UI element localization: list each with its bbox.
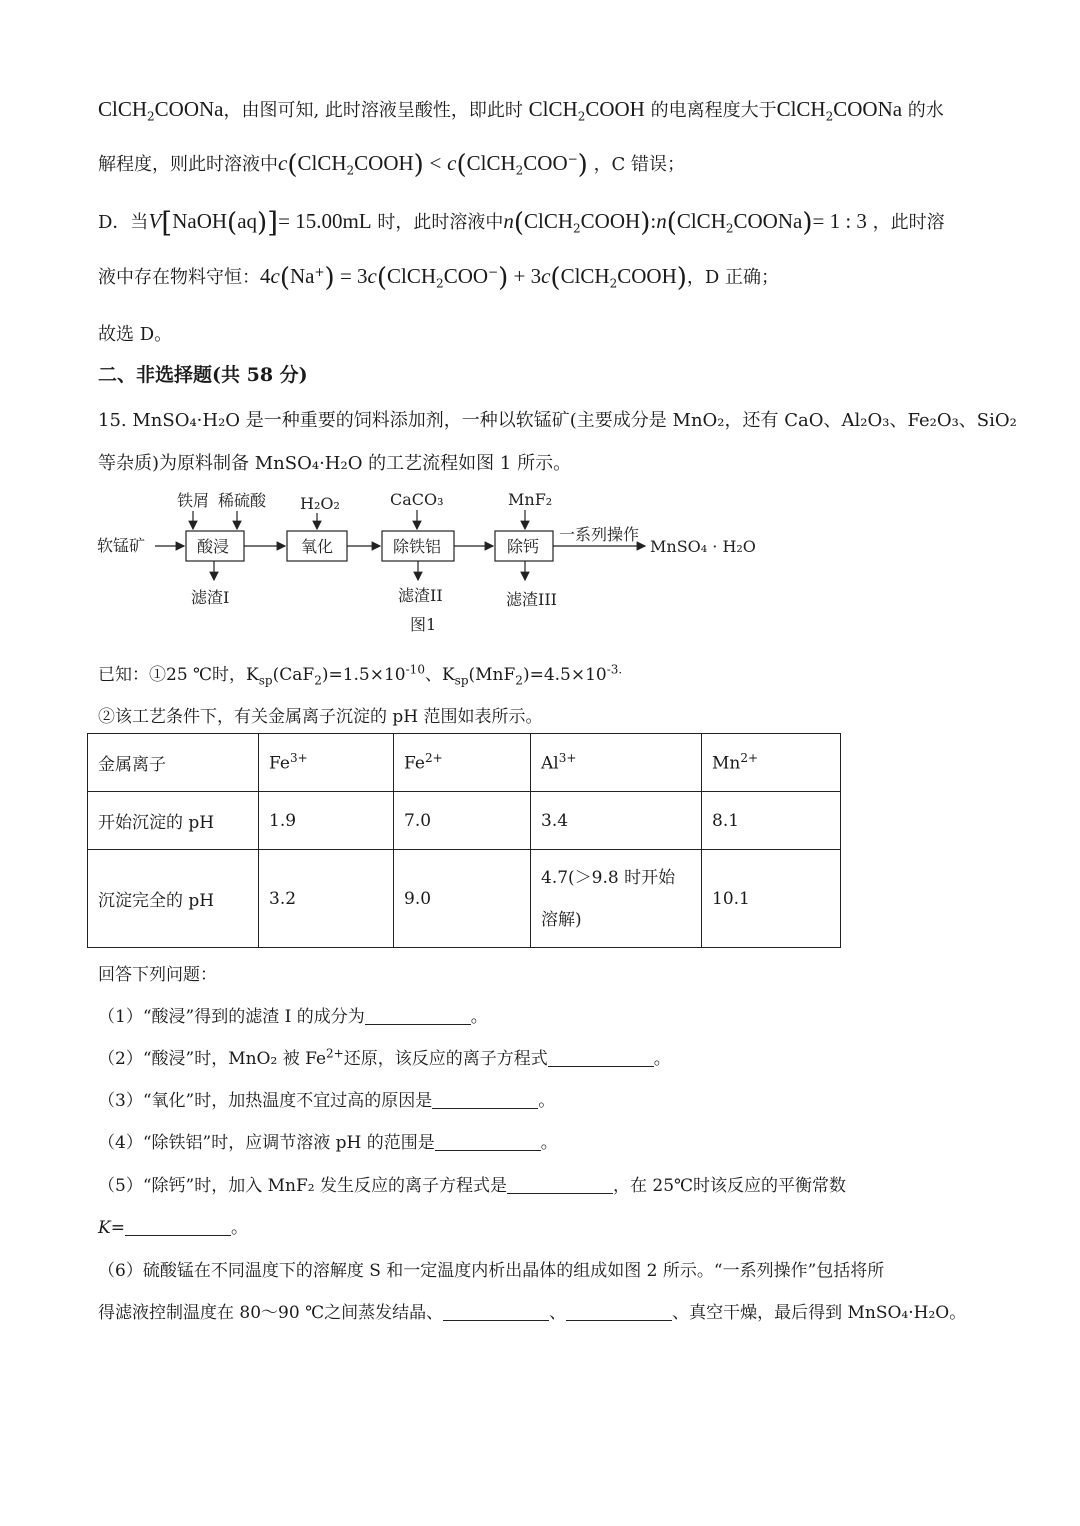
q15-line-2: 等杂质)为原料制备 MnSO₄·H₂O 的工艺流程如图 1 所示。 xyxy=(98,453,572,474)
flow-reagent-caco3: CaCO₃ xyxy=(390,490,444,509)
flow-product: MnSO₄ · H₂O xyxy=(650,537,756,556)
answer-blank[interactable] xyxy=(566,1304,672,1321)
table-header-cell: $Mn^{2+}$ xyxy=(702,734,841,792)
answer-blank[interactable] xyxy=(435,1134,541,1151)
flow-reagent-h2o2: H₂O₂ xyxy=(300,494,340,513)
question-5: （5）“除钙”时，加入 MnF₂ 发生反应的离子方程式是 ，在 25℃时该反应的平衡常数 xyxy=(98,1176,847,1196)
table-cell: 3.2 xyxy=(259,850,394,948)
table-cell: 开始沉淀的 pH xyxy=(88,792,259,850)
question-5-cont: K= 。 xyxy=(98,1218,248,1238)
table-cell: 7.0 xyxy=(394,792,531,850)
table-cell: 3.4 xyxy=(531,792,702,850)
answer-blank[interactable] xyxy=(432,1092,538,1109)
flow-residue-3: 滤渣III xyxy=(506,590,557,609)
flow-step-2: 氧化 xyxy=(301,537,334,556)
question-6-cont: 得滤液控制温度在 80～90 ℃之间蒸发结晶、 、 、真空干燥，最后得到 MnSO₄·H₂O。 xyxy=(98,1303,967,1323)
flow-residue-2: 滤渣II xyxy=(398,586,443,605)
table-cell: 10.1 xyxy=(702,850,841,948)
flow-step-1: 酸浸 xyxy=(197,537,230,556)
flow-reagent-iron: 铁屑 xyxy=(177,491,210,510)
question-4: （4）“除铁铝”时，应调节溶液 pH 的范围是 。 xyxy=(98,1133,558,1153)
table-header-cell: 金属离子 xyxy=(88,734,259,792)
intro-line-2: 解程度，则此时溶液中c(ClCH$_2$COOH) < c(ClCH$_2$COO−) ，C 错误； xyxy=(98,150,686,180)
flow-caption: 图1 xyxy=(410,615,437,634)
flow-residue-1: 滤渣I xyxy=(191,588,230,607)
answer-blank[interactable] xyxy=(365,1008,471,1025)
flow-step-4: 除钙 xyxy=(507,537,540,556)
table-header-cell: $Fe^{2+}$ xyxy=(394,734,531,792)
answer-blank[interactable] xyxy=(443,1304,549,1321)
q15-line-1: 15. MnSO₄·H₂O 是一种重要的饲料添加剂，一种以软锰矿(主要成分是 MnO₂，还有 CaO、Al₂O₃、Fe₂O₃、SiO₂ xyxy=(98,410,1017,431)
table-header-cell: $Al^{3+}$ xyxy=(531,734,702,792)
section-title: 二、非选择题(共 58 分) xyxy=(98,364,308,386)
flow-start: 软锰矿 xyxy=(97,536,146,555)
flow-ops: 一系列操作 xyxy=(559,525,640,544)
precipitation-ph-table xyxy=(87,733,841,948)
known-2: ②该工艺条件下，有关金属离子沉淀的 pH 范围如表所示。 xyxy=(98,707,543,727)
table-cell: 沉淀完全的 pH xyxy=(88,850,259,948)
table-header-row xyxy=(88,734,841,792)
question-3: （3）“氧化”时，加热温度不宜过高的原因是 。 xyxy=(98,1091,556,1111)
flow-step-3: 除铁铝 xyxy=(393,537,442,556)
intro-line-4: 液中存在物料守恒：4c(Na+) = 3c(ClCH$_2$COO−) + 3c(ClCH$_2$COOH)，D 正确； xyxy=(98,263,780,293)
known-1: 已知：①25 ℃时，$K_{sp}(CaF_2)=1.5\times 10^{-10}$、$K_{sp}(MnF_2)=4.5\times 10^{-3.}$ xyxy=(98,662,623,688)
intro-line-1: ClCH$_2$COONa，由图可知, 此时溶液呈酸性，即此时 ClCH$_2$COOH 的电离程度大于ClCH$_2$COONa 的水 xyxy=(98,97,944,124)
table-row xyxy=(88,850,841,948)
table-row xyxy=(88,792,841,850)
intro-line-3: D．当V[NaOH(aq)]= 15.00mL 时，此时溶液中n(ClCH$_2$COOH):n(ClCH$_2$COONa)= 1 : 3 ，此时溶 xyxy=(98,206,945,239)
question-2: （2）“酸浸”时，MnO₂ 被 $Fe^{2+}$还原，该反应的离子方程式 。 xyxy=(98,1046,671,1069)
question-1: （1）“酸浸”得到的滤渣 I 的成分为 。 xyxy=(98,1007,488,1027)
answer-blank[interactable] xyxy=(125,1219,231,1236)
table-cell: 4.7(＞9.8 时开始 溶解) xyxy=(531,850,702,948)
table-header-cell: $Fe^{3+}$ xyxy=(259,734,394,792)
questions-lead: 回答下列问题： xyxy=(98,965,217,985)
flow-reagent-mnf2: MnF₂ xyxy=(508,490,553,509)
process-flow-diagram xyxy=(97,483,777,643)
answer-blank[interactable] xyxy=(507,1177,613,1194)
answer-blank[interactable] xyxy=(548,1050,654,1067)
question-6: （6）硫酸锰在不同温度下的溶解度 S 和一定温度内析出晶体的组成如图 2 所示。“一系列操作”包括将所 xyxy=(98,1261,885,1281)
table-cell: 1.9 xyxy=(259,792,394,850)
intro-line-5: 故选 D。 xyxy=(98,324,173,345)
flow-reagent-acid: 稀硫酸 xyxy=(218,491,267,510)
table-cell: 8.1 xyxy=(702,792,841,850)
table-cell: 9.0 xyxy=(394,850,531,948)
